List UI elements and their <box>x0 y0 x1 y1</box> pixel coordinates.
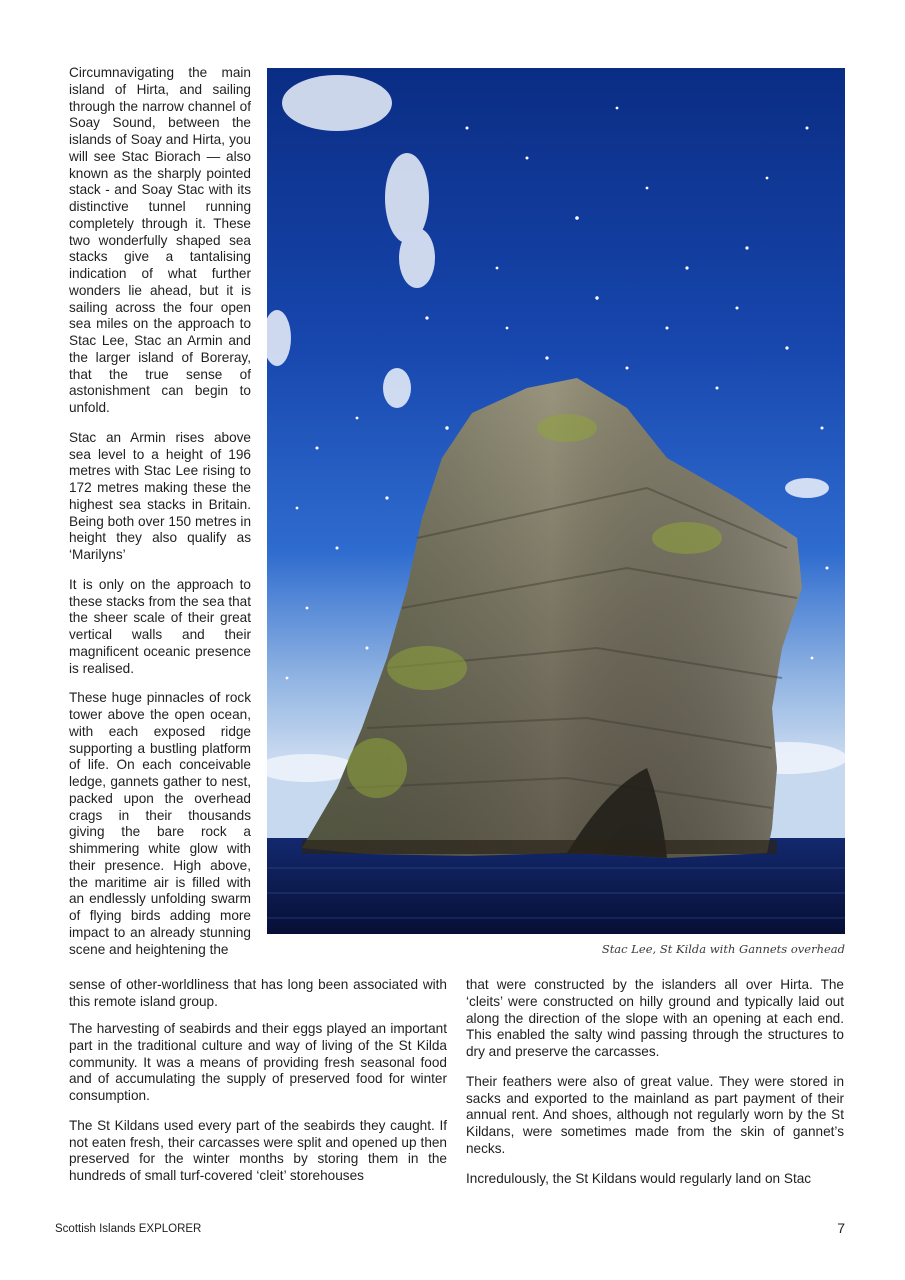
narrow-text-column <box>69 65 251 958</box>
photo-caption: Stac Lee, St Kilda with Gannets overhead <box>601 942 845 956</box>
paragraph: sense of other-worldliness that has long been associated with this remote island group. <box>69 977 447 1009</box>
paragraph: It is only on the approach to these stacks from the sea that the sheer scale of their great vertical walls and their magnificent oceanic presence is realised. <box>69 576 251 676</box>
stac-lee-photo <box>267 68 845 934</box>
paragraph: that were constructed by the islanders all over Hirta. The ‘cleits’ were constructed on hilly ground and typically laid out along the direction of the slope with an opening at each end. This enabled the salty wind passing through the structures to dry and preserve the carcasses. <box>466 977 844 1059</box>
continuation-text <box>69 977 447 1011</box>
paragraph: The harvesting of seabirds and their eggs played an important part in the traditional culture and way of living of the St Kilda community. It was a means of providing fresh seasonal food and of accumulating the supply of preserved food for winter consumption. <box>69 1021 447 1103</box>
paragraph: Circumnavigating the main island of Hirta, and sailing through the narrow channel of Soay Sound, between the islands of Soay and Hirta, you will see Stac Biorach — also known as the sharply pointed stack - and Soay Stac with its distinctive tunnel running completely through it. These two wonderfully shaped sea stacks give a tantalising indication of what further wonders lie ahead, but it is sailing across the four open sea miles on the approach to Stac Lee, Stac an Armin and the larger island of Boreray, that the true sense of astonishment can begin to unfold. <box>69 65 251 415</box>
paragraph: Incredulously, the St Kildans would regularly land on Stac <box>466 1170 812 1186</box>
left-text-column <box>69 1021 447 1198</box>
right-text-column <box>466 977 844 1200</box>
page-number: 7 <box>837 1220 845 1236</box>
paragraph: The St Kildans used every part of the seabirds they caught. If not eaten fresh, their carcasses were split and opened up then preserved for the winter months by storing them in the hundreds of small turf-covered ‘cleit’ storehouses <box>69 1117 447 1183</box>
paragraph: Their feathers were also of great value. They were stored in sacks and exported to the mainland as part payment of their annual rent. And shoes, although not regularly worn by the St Kildans, were sometimes made from the skin of gannet’s necks. <box>466 1073 844 1156</box>
paragraph: Stac an Armin rises above sea level to a height of 196 metres with Stac Lee rising to 172 metres making these the highest sea stacks in Britain. Being both over 150 metres in height they also qualify as ‘Marilyns’ <box>69 429 251 562</box>
publication-name: Scottish Islands EXPLORER <box>55 1223 202 1235</box>
paragraph: These huge pinnacles of rock tower above the open ocean, with each exposed ridge supporting a bustling platform of life. On each conceivable ledge, gannets gather to nest, packed upon the overhead crags in their thousands giving the bare rock a shimmering white glow with their presence. High above, the maritime air is filled with an endlessly unfolding swarm of flying birds adding more impact to an already stunning scene and heightening the <box>69 690 251 957</box>
